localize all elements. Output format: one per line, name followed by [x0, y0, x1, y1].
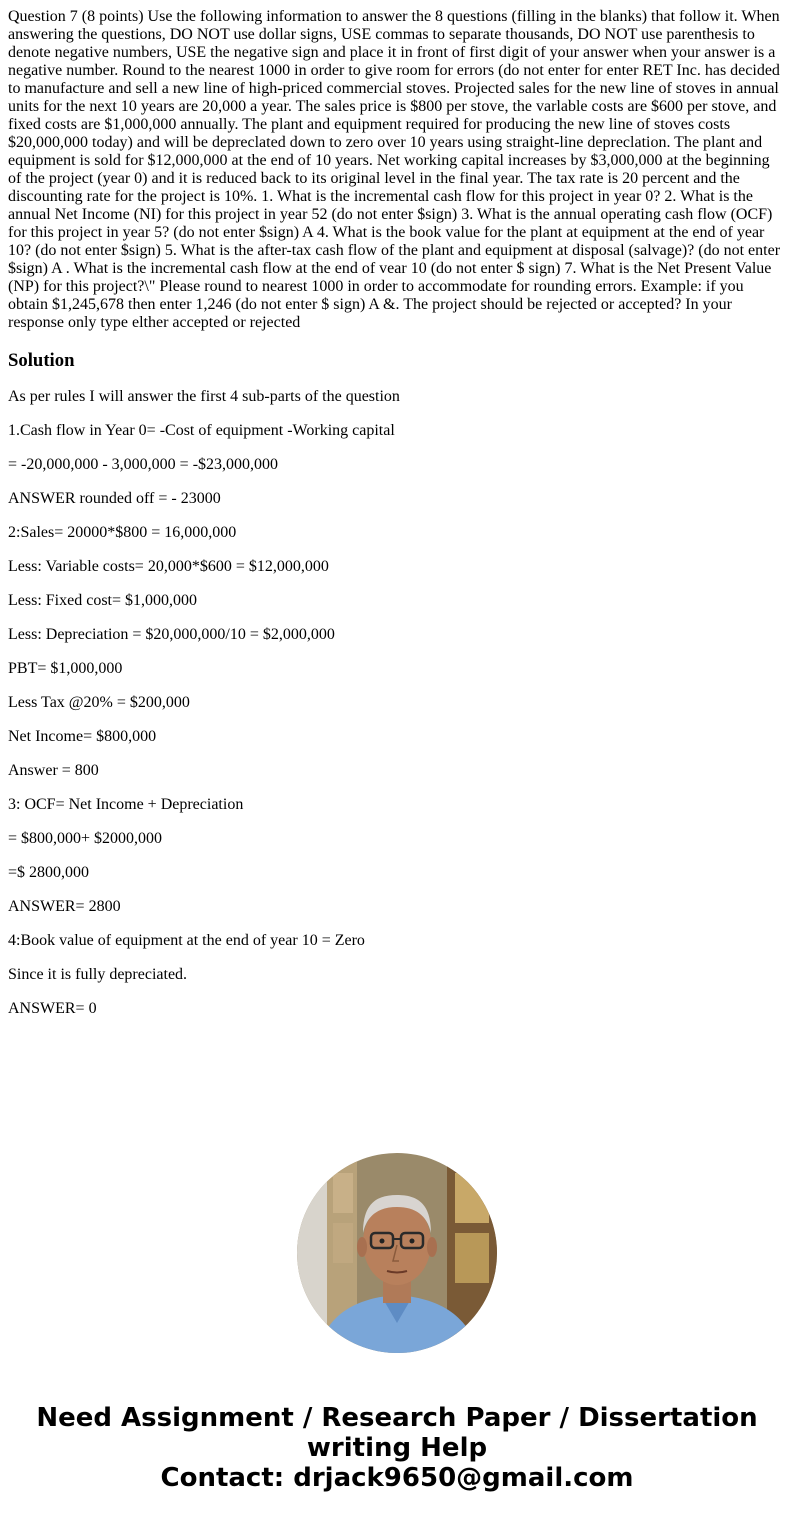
solution-line: ANSWER= 2800	[8, 898, 121, 915]
solution-line: Net Income= $800,000	[8, 728, 157, 745]
solution-line: Less Tax @20% = $200,000	[8, 694, 190, 711]
solution-line: ANSWER= 0	[8, 1000, 97, 1017]
solution-line: Since it is fully depreciated.	[8, 966, 188, 983]
solution-line: Less: Fixed cost= $1,000,000	[8, 592, 198, 609]
solution-line: = $800,000+ $2000,000	[8, 830, 163, 847]
solution-line: 3: OCF= Net Income + Depreciation	[8, 796, 244, 813]
solution-line: = -20,000,000 - 3,000,000 = -$23,000,000	[8, 456, 279, 473]
promo-banner	[0, 1403, 794, 1493]
solution-line: PBT= $1,000,000	[8, 660, 123, 677]
question-text: Question 7 (8 points) Use the following information to answer the 8 questions (filling in the blanks) that follow it. When answering the questions, DO NOT use dollar signs, USE commas to separate thousands, DO NOT use parenthesis to denote negative numbers, USE the negative sign and place it in front of first digit of your answer when your answer is a negative number. Round to the nearest 1000 in order to give room for errors (do not enter for enter RET Inc. has decided to manufacture and sell a new line of high-priced commercial stoves. Projected sales for the new line of stoves in annual units for the next 10 years are 20,000 a year. The sales price is $800 per stove, the varlable costs are $600 per stove, and fixed costs are $1,000,000 annually. The plant and equipment required for producing the new line of stoves costs $20,000,000 today) and will be depreclated down to zero over 10 years using straight-line depreclation. The plant and equipment is sold for $12,000,000 at the end of 10 years. Net working capital increases by $3,000,000 at the beginning of the project (year 0) and it is reduced back to its original level in the final year. The tax rate is 20 percent and the discounting rate for the project is 10%. 1. What is the incremental cash flow for this project in year 0? 2. What is the annual Net Income (NI) for this project in year 52 (do not enter $sign) 3. What is the annual operating cash flow (OCF) for this project in year 5? (do not enter $sign) A 4. What is the book value for the plant at equipment at the end of year 10? (do not enter $sign) 5. What is the after-tax cash flow of the plant and equipment at disposal (salvage)? (do not enter $sign) A . What is the incremental cash flow at the end of vear 10 (do not enter $ sign) 7. What is the Net Present Value (NP) for this project?\" Please round to nearest 1000 in order to accommodate for rounding errors. Example: if you obtain $1,245,678 then enter 1,246 (do not enter $ sign) A &. The project should be rejected or accepted? In your response only type elther accepted or rejected	[8, 8, 781, 331]
promo-contact: Contact: drjack9650@gmail.com	[160, 1463, 634, 1493]
solution-line: Less: Variable costs= 20,000*$600 = $12,000,000	[8, 558, 329, 575]
solution-line: 1.Cash flow in Year 0= -Cost of equipment -Working capital	[8, 422, 395, 439]
page-content	[8, 8, 786, 1018]
solution-line: 2:Sales= 20000*$800 = 16,000,000	[8, 524, 237, 541]
solution-line: ANSWER rounded off = - 23000	[8, 490, 221, 507]
solution-body	[8, 388, 786, 1018]
solution-line: As per rules I will answer the first 4 sub-parts of the question	[8, 388, 400, 405]
solution-heading: Solution	[8, 350, 75, 371]
tutor-portrait-image	[297, 1153, 497, 1353]
solution-line: =$ 2800,000	[8, 864, 90, 881]
tutor-photo	[297, 1153, 497, 1353]
promo-line: writing Help	[306, 1433, 488, 1463]
solution-line: 4:Book value of equipment at the end of year 10 = Zero	[8, 932, 365, 949]
solution-line: Answer = 800	[8, 762, 99, 779]
solution-line: Less: Depreciation = $20,000,000/10 = $2,000,000	[8, 626, 335, 643]
promo-line: Need Assignment / Research Paper / Dissertation	[36, 1403, 758, 1433]
